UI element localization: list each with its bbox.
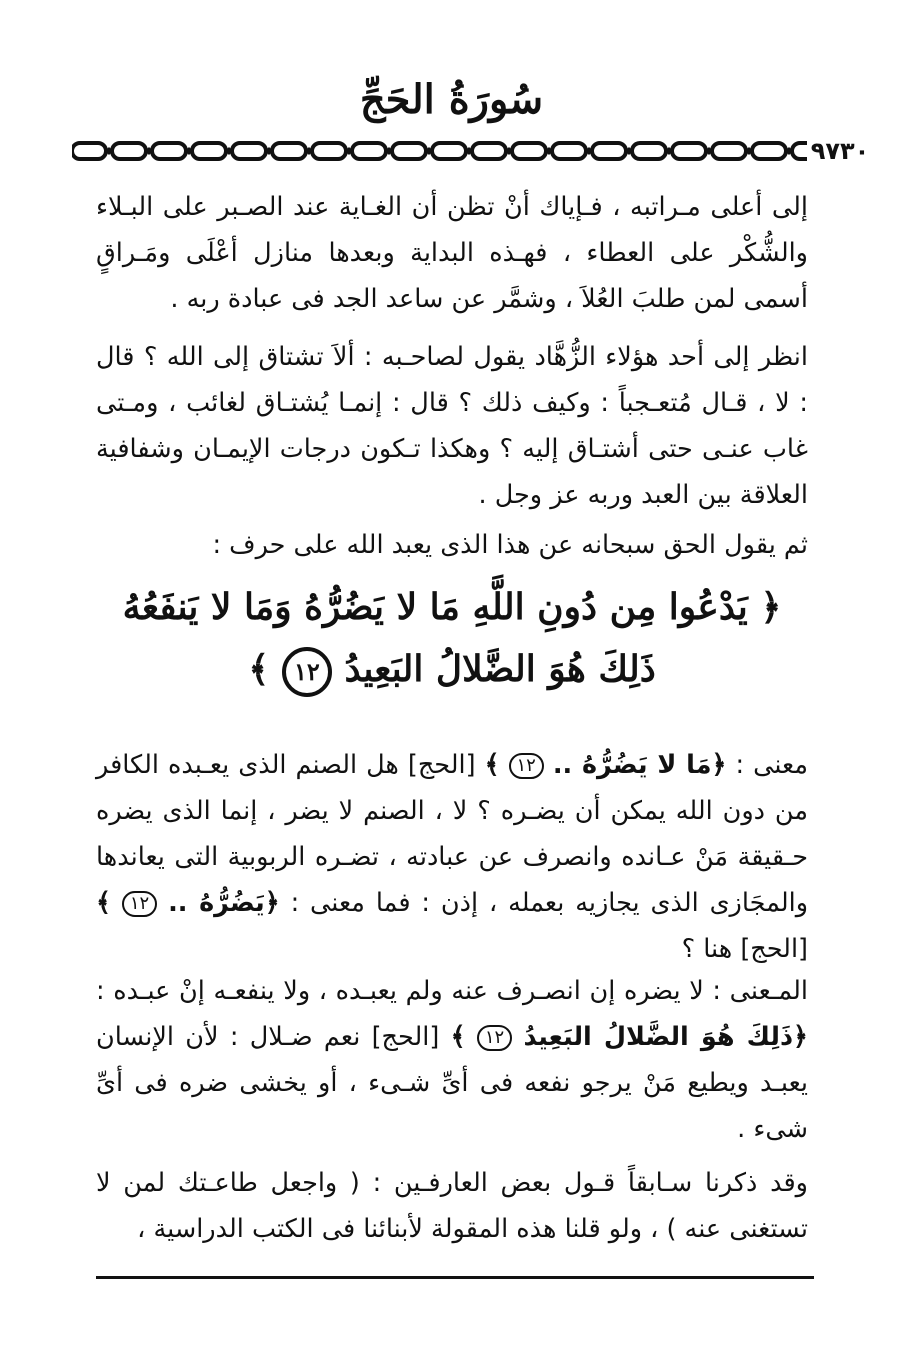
- p4-text-a: معنى :: [735, 750, 808, 780]
- verse-number-medallion: ١٢: [282, 647, 332, 697]
- p5-close-bracket: ﴾: [450, 1022, 466, 1052]
- p5-text-b: نعم ضـلال : لأن الإنسان يعبـد ويطيع مَنْ يرجو نفعه فى أىِّ شـىء ، أو يخشى ضره فى أىِّ شىء .: [96, 1022, 808, 1144]
- p4-verse-number-2: ١٢: [122, 891, 157, 917]
- ornament-link: [232, 143, 266, 159]
- page-number: ٩٧٣٠: [807, 138, 873, 164]
- paragraph-2: انظر إلى أحد هؤلاء الزُّهَّاد يقول لصاحـبه : ألاَ تشتاق إلى الله ؟ قال : لا ، قـال مُتعـجباً : وكيف ذلك ؟ قال : إنمـا يُشتـاق لغائب ، ومـتى غاب عنـى حتى أشتـاق إليه ؟ وهكذا تـكون درجات الإيمـان وشفافية العلاقة بين العبد وربه عز وجل .: [96, 342, 808, 510]
- ornament-link: [112, 143, 146, 159]
- p4-text-c: هنا ؟: [681, 934, 733, 964]
- p5-surah-ref: [الحج]: [371, 1022, 440, 1052]
- quran-verse: [96, 576, 808, 700]
- ornament-link: [432, 143, 466, 159]
- verse-open-bracket: ﴿: [760, 586, 782, 628]
- ornament-link: [592, 143, 626, 159]
- paragraph-6: وقد ذكرنا سـابقاً قـول بعض العارفـين : ( واجعل طاعـتك لمن لا تستغنى عنه ) ، ولو قلنا هذه المقولة لأبنائنا فى الكتب الدراسية ،: [96, 1168, 808, 1244]
- verse-text-2: ذَلِكَ هُوَ الضَّلالُ البَعِيدُ: [344, 648, 656, 690]
- p4-verse-number-1: ١٢: [509, 753, 544, 779]
- p5-open-bracket: ﴿: [793, 1022, 808, 1052]
- p4-close-bracket-2: ﴾: [96, 888, 111, 918]
- p4-text-b: هل الصنم الذى يعـبده الكافر من دون الله يمكن أن يضـره ؟ لا ، الصنم لا يضر ، إنما الذى يضره حـقيقة مَنْ عـانده وانصرف عن عبادته ، تضـره الربوبية التى يعاندها والمجَازى الذى يجازيه بعمله ، إذن : فما معنى :: [96, 750, 809, 918]
- ornament-link: [672, 143, 706, 159]
- p4-quote-2: يَضُرُّهُ ..: [168, 888, 265, 918]
- p5-quote: ذَلِكَ هُوَ الضَّلالُ البَعِيدُ: [523, 1022, 794, 1052]
- p4-open-bracket-1: ﴿: [711, 750, 727, 780]
- footer-rule: [96, 1276, 814, 1279]
- p4-surah-ref-1: [الحج]: [407, 750, 476, 780]
- verse-close-bracket: ﴾: [248, 648, 270, 690]
- p4-surah-ref-2: [الحج]: [740, 934, 808, 964]
- ornament-link: [712, 143, 746, 159]
- header-ornament-border: [72, 137, 870, 165]
- verse-text-1: يَدْعُوا مِن دُونِ اللَّهِ مَا لا يَضُرُّهُ وَمَا لا يَنفَعُهُ: [122, 586, 748, 628]
- ornament-link: [312, 143, 346, 159]
- ornament-link: [552, 143, 586, 159]
- ornament-link: [72, 143, 106, 159]
- ornament-link: [512, 143, 546, 159]
- p4-open-bracket-2: ﴿: [264, 888, 280, 918]
- ornament-link: [272, 143, 306, 159]
- ornament-link: [192, 143, 226, 159]
- paragraph-4: [96, 742, 808, 972]
- ornament-link: [752, 143, 786, 159]
- paragraph-5: [96, 968, 808, 1152]
- ornament-link: [632, 143, 666, 159]
- p5-text-a: المـعنى : لا يضره إن انصـرف عنه ولم يعبـده ، ولا ينفعـه إنْ عبـده :: [96, 976, 808, 1006]
- paragraph-3: ثم يقول الحق سبحانه عن هذا الذى يعبد الله على حرف :: [212, 530, 808, 560]
- ornament-chain: [72, 138, 837, 164]
- ornament-link: [152, 143, 186, 159]
- p4-quote-1: مَا لا يَضُرُّهُ ..: [552, 750, 712, 780]
- verse-line-1: [96, 576, 808, 638]
- ornament-link: [392, 143, 426, 159]
- ornament-link: [352, 143, 386, 159]
- p4-close-bracket-1: ﴾: [484, 750, 500, 780]
- paragraph-1: إلى أعلى مـراتبه ، فـإياك أنْ تظن أن الغـاية عند الصـبر على البـلاء والشُّكْر على العطاء ، فهـذه البداية وبعدها منازل أعْلَى ومَـراقٍ أسمى لمن طلبَ العُلاَ ، وشمَّر عن ساعد الجد فى عبادة ربه .: [96, 192, 808, 314]
- p5-verse-number: ١٢: [477, 1025, 512, 1051]
- surah-title: سُورَةُ الحَجِّ: [359, 76, 544, 123]
- verse-line-2: [96, 638, 808, 700]
- ornament-link: [472, 143, 506, 159]
